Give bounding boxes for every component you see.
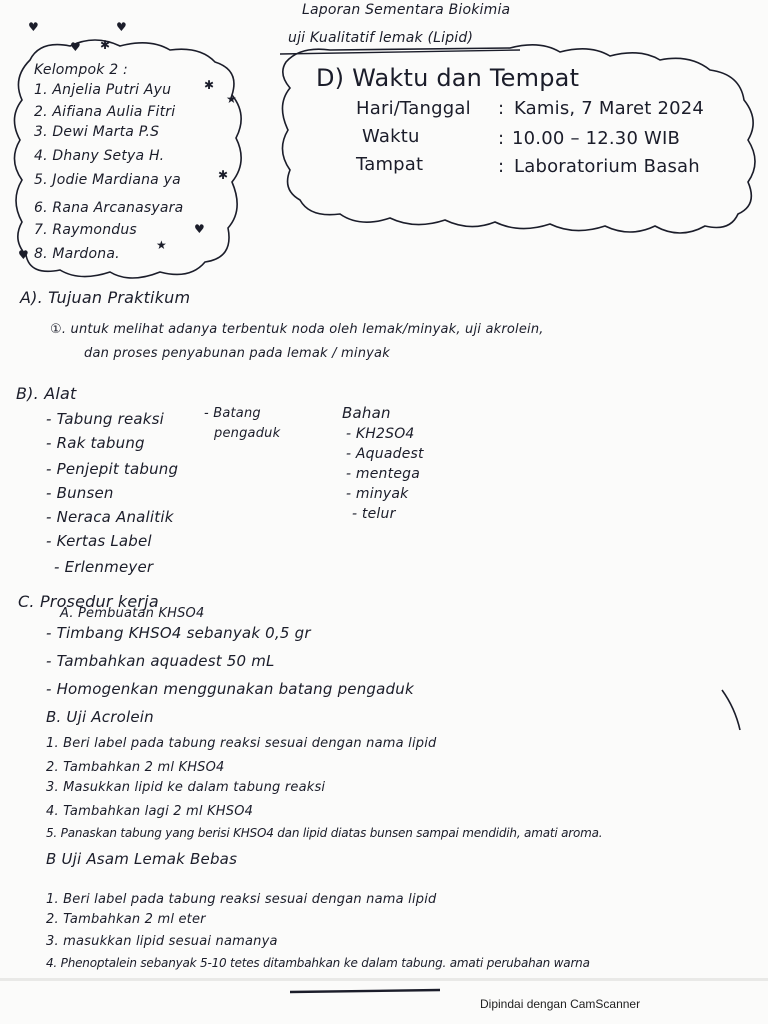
heart-doodle: ♥	[194, 222, 205, 236]
prosedur-step: 2. Tambahkan 2 ml KHSO4	[46, 760, 225, 775]
waktu-sep: :	[498, 156, 505, 177]
waktu-sep: :	[498, 98, 505, 119]
heart-doodle: ♥	[70, 40, 81, 54]
waktu-value: 10.00 – 12.30 WIB	[512, 128, 681, 149]
prosedur-step: 3. Masukkan lipid ke dalam tabung reaksi	[46, 780, 326, 795]
star-doodle: ✱	[218, 168, 229, 182]
group-member: 1. Anjelia Putri Ayu	[34, 82, 172, 98]
tujuan-heading: A). Tujuan Praktikum	[20, 288, 191, 307]
bottom-pen-stroke	[290, 990, 440, 992]
alat-item: - Bunsen	[46, 484, 114, 502]
waktu-value: Laboratorium Basah	[514, 156, 700, 177]
waktu-value: Kamis, 7 Maret 2024	[514, 98, 705, 119]
waktu-label: Waktu	[362, 126, 420, 147]
star-doodle: ★	[226, 92, 237, 106]
report-title-line1: Laporan Sementara Biokimia	[302, 2, 511, 18]
title-underline	[280, 50, 520, 54]
alat-item: - Penjepit tabung	[46, 460, 179, 478]
bahan-item: - mentega	[346, 466, 420, 482]
prosedur-step: 4. Phenoptalein sebanyak 5-10 tetes ditambahkan ke dalam tabung. amati perubahan warna	[46, 956, 590, 970]
group-member: 6. Rana Arcanasyara	[34, 200, 184, 216]
group-member: 8. Mardona.	[34, 246, 120, 262]
prosedur-step: 2. Tambahkan 2 ml eter	[46, 912, 206, 927]
waktu-sep: :	[498, 128, 505, 149]
alat-item: - Neraca Analitik	[46, 508, 174, 526]
prosedur-sub-c: B Uji Asam Lemak Bebas	[46, 850, 238, 868]
heart-doodle: ♥	[116, 20, 127, 34]
bahan-item: - Aquadest	[346, 446, 424, 462]
alat-heading: B). Alat	[16, 384, 77, 403]
heart-doodle: ♥	[28, 20, 39, 34]
alat-item-batang: - Batang	[204, 406, 261, 421]
prosedur-heading: C. Prosedur kerja	[18, 592, 159, 611]
scanner-watermark: Dipindai dengan CamScanner	[480, 997, 641, 1011]
group-member: 7. Raymondus	[34, 222, 137, 238]
alat-item: - Kertas Label	[46, 532, 152, 550]
prosedur-step: 5. Panaskan tabung yang berisi KHSO4 dan lipid diatas bunsen sampai mendidih, amati aroma.	[46, 826, 603, 840]
bahan-heading: Bahan	[342, 404, 391, 422]
prosedur-step: 4. Tambahkan lagi 2 ml KHSO4	[46, 804, 254, 819]
prosedur-sub-b: B. Uji Acrolein	[46, 708, 154, 726]
prosedur-step: 1. Beri label pada tabung reaksi sesuai dengan nama lipid	[46, 892, 437, 907]
star-doodle: ★	[156, 238, 167, 252]
star-doodle: ✱	[204, 78, 215, 92]
prosedur-sub-a: A. Pembuatan KHSO4	[60, 606, 205, 621]
alat-item: - Rak tabung	[46, 434, 145, 452]
prosedur-step: 3. masukkan lipid sesuai namanya	[46, 934, 278, 949]
heart-doodle: ♥	[18, 248, 29, 262]
waktu-label: Tampat	[356, 154, 424, 175]
alat-item: - Erlenmeyer	[54, 558, 154, 576]
prosedur-step: - Homogenkan menggunakan batang pengaduk	[46, 680, 414, 698]
bahan-item: - telur	[352, 506, 396, 522]
right-margin-stroke	[722, 690, 740, 730]
prosedur-step: 1. Beri label pada tabung reaksi sesuai dengan nama lipid	[46, 736, 437, 751]
alat-item-batang: pengaduk	[214, 426, 281, 441]
alat-item: - Tabung reaksi	[46, 410, 165, 428]
scan-bottom-edge	[0, 978, 768, 981]
tujuan-line: ①. untuk melihat adanya terbentuk noda oleh lemak/minyak, uji akrolein,	[50, 322, 544, 337]
tujuan-line: dan proses penyabunan pada lemak / minyak	[84, 346, 390, 361]
group-member: 4. Dhany Setya H.	[34, 148, 165, 164]
group-title: Kelompok 2 :	[34, 62, 128, 78]
report-title-line2: uji Kualitatif lemak (Lipid)	[288, 30, 474, 46]
bahan-item: - KH2SO4	[346, 426, 415, 442]
prosedur-step: - Tambahkan aquadest 50 mL	[46, 652, 275, 670]
prosedur-step: - Timbang KHSO4 sebanyak 0,5 gr	[46, 624, 311, 642]
waktu-tempat-heading: D) Waktu dan Tempat	[316, 64, 580, 92]
group-member: 5. Jodie Mardiana ya	[34, 172, 181, 188]
bahan-item: - minyak	[346, 486, 409, 502]
star-doodle: ✱	[100, 38, 111, 52]
waktu-label: Hari/Tanggal	[356, 98, 471, 119]
group-member: 2. Aifiana Aulia Fitri	[34, 104, 176, 120]
group-member: 3. Dewi Marta P.S	[34, 124, 160, 140]
